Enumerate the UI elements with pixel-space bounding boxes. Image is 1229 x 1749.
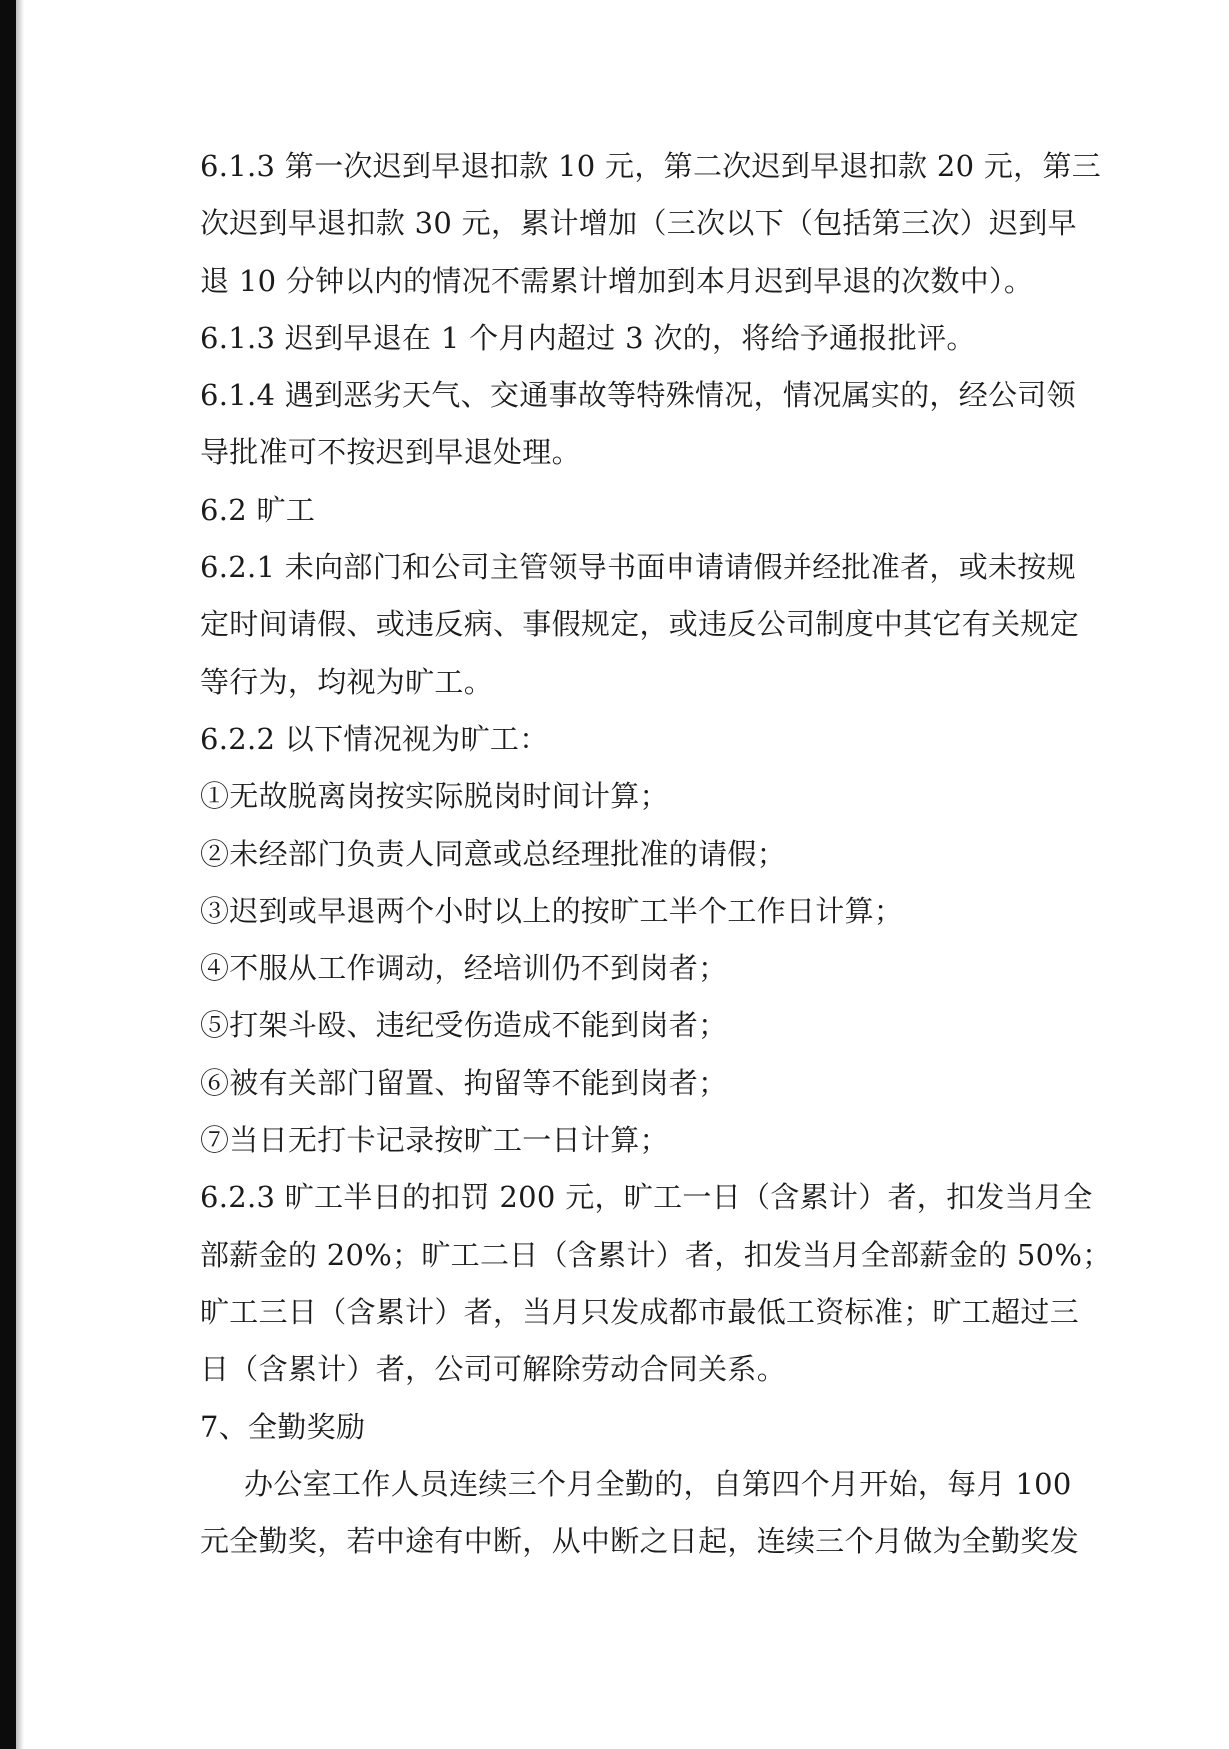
section-heading: 7、全勤奖励 [200,1409,366,1444]
text-line: 6.1.3 第一次迟到早退扣款 10 元，第二次迟到早退扣款 20 元，第三 [200,149,1102,183]
list-item: ③迟到或早退两个小时以上的按旷工半个工作日计算； [200,893,904,928]
text-line: 办公室工作人员连续三个月全勤的，自第四个月开始，每月 100 [244,1466,1072,1501]
text-line: 元全勤奖，若中途有中断，从中断之日起，连续三个月做为全勤奖发 [200,1524,1080,1559]
list-item: ⑥被有关部门留置、拘留等不能到岗者； [200,1065,728,1100]
text-line: 定时间请假、或违反病、事假规定，或违反公司制度中其它有关规定 [200,607,1080,642]
list-item: ⑦当日无打卡记录按旷工一日计算； [200,1123,669,1158]
list-item: ⑤打架斗殴、违纪受伤造成不能到岗者； [200,1008,728,1043]
scan-border-shadow [16,0,24,1749]
text-line: 6.2.2 以下情况视为旷工： [200,721,549,756]
text-line: 次迟到早退扣款 30 元，累计增加（三次以下（包括第三次）迟到早 [200,206,1077,241]
section-heading: 6.2 旷工 [200,492,316,527]
text-line: 部薪金的 20%；旷工二日（含累计）者，扣发当月全部薪金的 50%； [200,1237,1112,1272]
text-line: 等行为，均视为旷工。 [200,664,494,699]
list-item: ②未经部门负责人同意或总经理批准的请假； [200,836,787,871]
scan-border [0,0,16,1749]
text-line: 退 10 分钟以内的情况不需累计增加到本月迟到早退的次数中）。 [200,263,1034,298]
text-line: 导批准可不按迟到早退处理。 [200,435,581,470]
text-line: 6.1.4 遇到恶劣天气、交通事故等特殊情况，情况属实的，经公司领 [200,378,1076,413]
text-line: 日（含累计）者，公司可解除劳动合同关系。 [200,1352,787,1387]
text-line: 6.2.1 未向部门和公司主管领导书面申请请假并经批准者，或未按规 [200,550,1076,585]
list-item: ①无故脱离岗按实际脱岗时间计算； [200,779,669,814]
text-line: 6.2.3 旷工半日的扣罚 200 元，旷工一日（含累计）者，扣发当月全 [200,1180,1093,1215]
list-item: ④不服从工作调动，经培训仍不到岗者； [200,951,728,986]
text-line: 6.1.3 迟到早退在 1 个月内超过 3 次的，将给予通报批评。 [200,320,976,355]
text-line: 旷工三日（含累计）者，当月只发成都市最低工资标准；旷工超过三 [200,1294,1080,1329]
document-body [200,138,1112,1570]
